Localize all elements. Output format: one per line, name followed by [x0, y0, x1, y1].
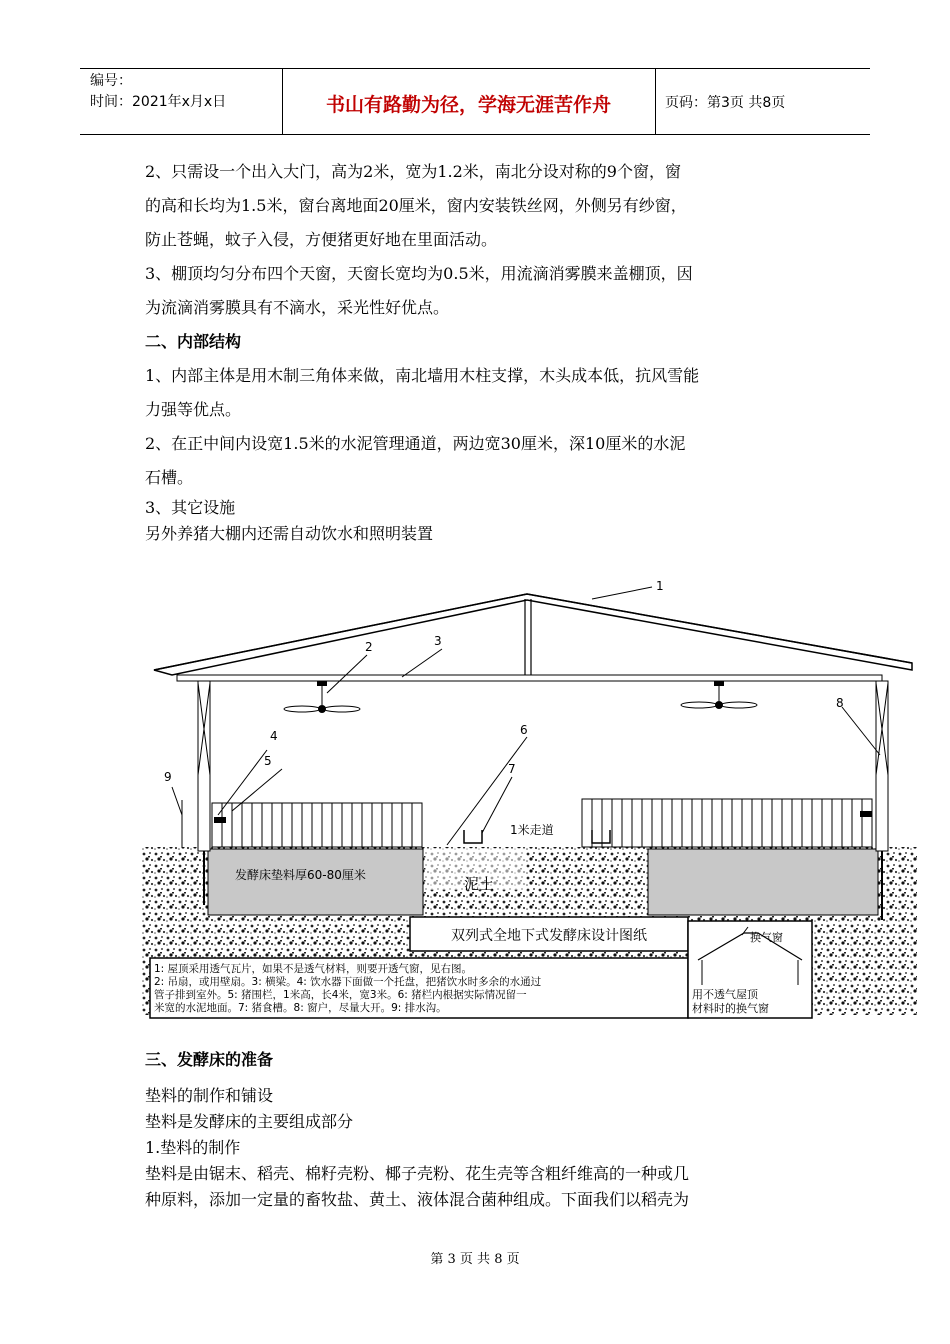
- section-heading: 二、内部结构: [145, 332, 242, 351]
- legend-line: 1: 屋顶采用透气瓦片，如果不是透气材料，则要开透气窗，见右图。: [154, 963, 473, 975]
- paragraph-line: 的高和长均为1.5米，窗台离地面20厘米，窗内安装铁丝网，外侧另有纱窗，: [145, 196, 687, 215]
- paragraph-line: 2、只需设一个出入大门，高为2米，宽为1.2米，南北分设对称的9个窗，窗: [145, 162, 681, 181]
- paragraph-line: 力强等优点。: [145, 400, 242, 419]
- section-heading: 三、发酵床的准备: [145, 1050, 274, 1069]
- fermentation-bed-right: [648, 849, 878, 915]
- header-motto: 书山有路勤为径，学海无涯苦作舟: [325, 94, 611, 116]
- legend-line: 2: 吊扇，或用壁扇。3: 横梁。4: 饮水器下面做一个托盘，把猪饮水时多余的水通过: [154, 976, 542, 988]
- diagram-title: 双列式全地下式发酵床设计图纸: [451, 928, 647, 944]
- legend-line: 管子排到室外。5: 猪围栏，1米高，长4米，宽3米。6: 猪栏内根据实际情况留一: [154, 989, 527, 1001]
- right-wall: [876, 681, 888, 851]
- paragraph-line: 3、棚顶均匀分布四个天窗，天窗长宽均为0.5米，用流滴消雾膜来盖棚顶，因: [145, 264, 693, 283]
- callout-label: 2: [365, 640, 373, 654]
- header-page-number: 页码：第3页 共8页: [665, 95, 786, 111]
- water-drinker: [860, 811, 872, 817]
- header-meta: [90, 71, 226, 113]
- page-footer: 第 3 页 共 8 页: [430, 1252, 520, 1267]
- header-bottom-rule: [80, 134, 870, 135]
- callout-label: 6: [520, 723, 528, 737]
- callout-label: 7: [508, 762, 516, 776]
- legend-line: 米宽的水泥地面。7: 猪食槽。8: 窗户，尽量大开。9: 排水沟。: [154, 1002, 447, 1014]
- bed-depth-label: 发酵床垫料厚60-80厘米: [235, 868, 366, 882]
- callout-label: 3: [434, 634, 442, 648]
- header-divider: [655, 68, 656, 135]
- header-top-rule: [80, 68, 870, 69]
- callout-label: 5: [264, 754, 272, 768]
- pig-fence-left: [212, 803, 422, 847]
- body-section-bed-prep: [145, 1043, 815, 1213]
- callout-label: 9: [164, 770, 172, 784]
- vent-label: 换气窗: [750, 931, 783, 944]
- pig-fence-right: [582, 799, 872, 847]
- body-section-windows: [145, 155, 815, 547]
- paragraph-line: 1.垫料的制作: [145, 1138, 241, 1157]
- paragraph-line: 3、其它设施: [145, 498, 236, 517]
- paragraph-line: 另外养猪大棚内还需自动饮水和照明装置: [145, 524, 434, 543]
- callout-label: 1: [656, 579, 664, 593]
- document-number: 编号：: [90, 73, 132, 89]
- paragraph-line: 垫料是发酵床的主要组成部分: [145, 1112, 354, 1131]
- ceiling-fan: [681, 702, 717, 708]
- aisle-label: 1米走道: [510, 823, 554, 837]
- ceiling-fan: [284, 706, 320, 712]
- callout-label: 8: [836, 696, 844, 710]
- paragraph-line: 种原料，添加一定量的畜牧盐、黄土、液体混合菌种组成。下面我们以稻壳为: [145, 1190, 690, 1209]
- feeding-trough: [464, 830, 482, 843]
- crossbeam: [177, 675, 882, 681]
- document-date: 时间：2021年x月x日: [90, 94, 227, 110]
- roof: [154, 594, 912, 675]
- page-header: [80, 68, 870, 135]
- paragraph-line: 1、内部主体是用木制三角体来做，南北墙用木柱支撑，木头成本低，抗风雪能: [145, 366, 700, 385]
- inset-caption: 材料时的换气窗: [692, 1002, 769, 1015]
- paragraph-line: 垫料是由锯末、稻壳、棉籽壳粉、椰子壳粉、花生壳等含粗纤维高的一种或几: [145, 1164, 690, 1183]
- paragraph-line: 为流滴消雾膜具有不滴水，采光性好优点。: [145, 298, 450, 317]
- paragraph-line: 垫料的制作和铺设: [145, 1086, 274, 1105]
- water-drinker: [214, 817, 226, 823]
- callout-label: 4: [270, 729, 278, 743]
- paragraph-line: 石槽。: [145, 468, 194, 487]
- fermentation-bed-diagram: [142, 575, 917, 1020]
- inset-caption: 用不透气屋顶: [692, 988, 758, 1001]
- soil-label: 泥土: [464, 875, 495, 893]
- paragraph-line: 防止苍蝇，蚊子入侵，方便猪更好地在里面活动。: [145, 230, 498, 249]
- paragraph-line: 2、在正中间内设宽1.5米的水泥管理通道，两边宽30厘米，深10厘米的水泥: [145, 434, 686, 453]
- left-wall: [198, 681, 210, 851]
